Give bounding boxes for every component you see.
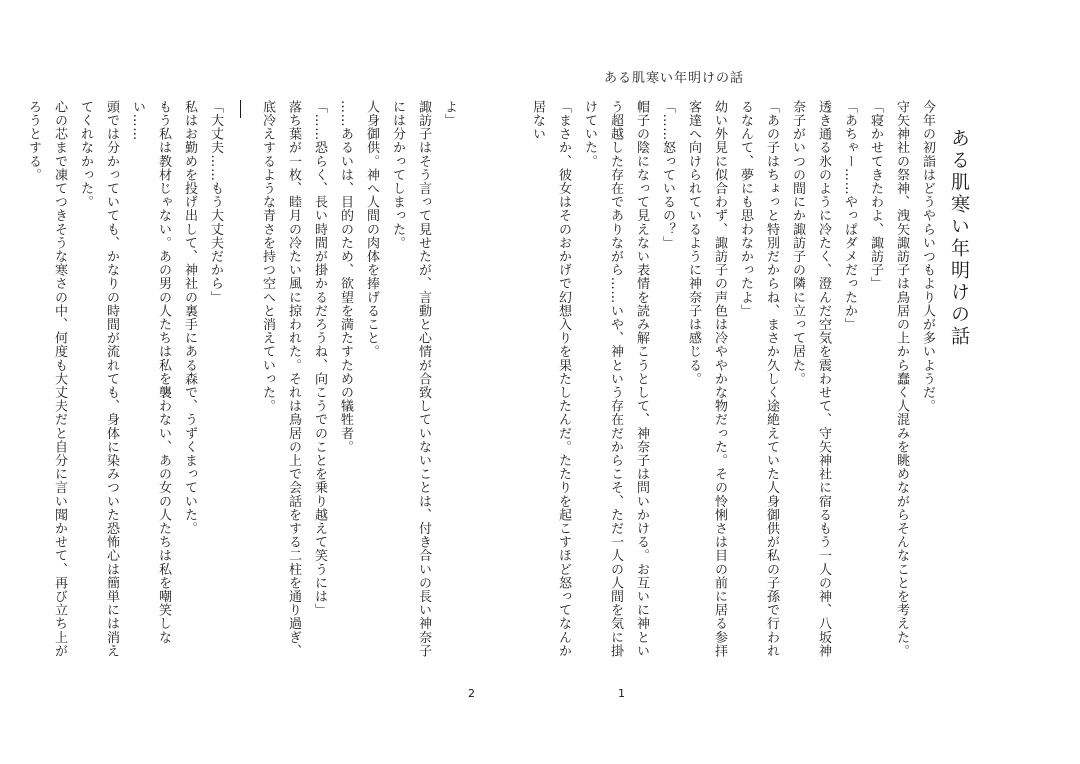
paragraph: よ」 xyxy=(442,100,457,128)
paragraph: 守矢神社の祭神、洩矢諏訪子は鳥居の上から蠢く人混みを眺めながらそんなことを考えた。 xyxy=(894,100,909,658)
paragraph: 「あちゃー……やっぱダメだったか」 xyxy=(842,100,857,332)
paragraph: 諏訪子はそう言って見せたが、言動と心情が合致していないことは、付き合いの長い神奈子には分かってしまった。 xyxy=(390,100,431,658)
paragraph: 私はお勤めを投げ出して、神社の裏手にある森で、うずくまっていた。 xyxy=(182,100,197,536)
paragraph: 「寝かせてきたわよ、諏訪子」 xyxy=(868,100,883,291)
paragraph: 落ち葉が一枚、睦月の冷たい風に掠われた。それは鳥居の上で会話をする二柱を通り過ぎ、底冷えするような青さを持つ空へと消えていった。 xyxy=(260,100,301,658)
paragraph: もう私は教材じゃない。あの男の人たちは私を襲わない、あの女の人たちは私を嘲笑しない…… xyxy=(130,100,171,644)
paragraph: ……あるいは、目的のため、欲望を満たすための犠牲者。 xyxy=(338,100,353,454)
paragraph: 「あの子はちょっと特別だからね、まさか久しく途絶えていた人身御供が私の子孫で行われるなんて、夢にも思わなかったよ」 xyxy=(738,100,779,658)
running-head: ある肌寒い年明けの話 xyxy=(604,71,745,86)
paragraph: 「まさか、彼女はそのおかげで幻想入りを果たしたんだ。たたりを起こすほど怒ってなんか居ない xyxy=(530,100,571,658)
paragraph: 透き通る氷のように冷たく、澄んだ空気を震わせて、守矢神社に宿るもう一人の神、八坂神奈子がいつの間にか諏訪子の隣に立って居た。 xyxy=(790,100,831,658)
paragraph: 帽子の陰になって見えない表情を読み解こうとして、神奈子は問いかける。お互いに神という超越した存在でありながら……いや、神という存在だからこそ、ただ一人の人間を気に掛けていた。 xyxy=(582,100,649,658)
page-number: 2 xyxy=(468,687,475,700)
paragraph: 心の芯まで凍てつきそうな寒さの中、何度も大丈夫だと自分に言い聞かせて、再び立ち上がろうとする。 xyxy=(26,100,67,658)
paragraph: 人身御供。神へ人間の肉体を捧げること。 xyxy=(364,100,379,359)
section-break-line xyxy=(228,100,254,660)
paragraph: 「……怒っているの？」 xyxy=(660,100,675,250)
left-page-body xyxy=(26,100,462,660)
page-number: 1 xyxy=(618,687,625,700)
paragraph: 頭では分かっていても、かなりの時間が流れても、身体に染みついた恐怖心は簡単には消えてくれなかった。 xyxy=(78,100,119,658)
paragraph: 幼い外見に似合わず、諏訪子の声色は冷ややかな物だった。その怜悧さは目の前に居る参拝客達へ向けられているように神奈子は感じる。 xyxy=(686,100,727,658)
right-page xyxy=(530,0,1080,764)
paragraph: 「……恐らく、長い時間が掛かるだろうね、向こうでのことを乗り越えて笑うには」 xyxy=(312,100,327,617)
paragraph: 今年の初詣はどうやらいつもより人が多いようだ。 xyxy=(920,100,935,413)
paragraph: 「大丈夫……もう大丈夫だから」 xyxy=(208,100,223,304)
right-page-body xyxy=(530,100,940,660)
chapter-title: ある肌寒い年明けの話 xyxy=(948,128,970,348)
